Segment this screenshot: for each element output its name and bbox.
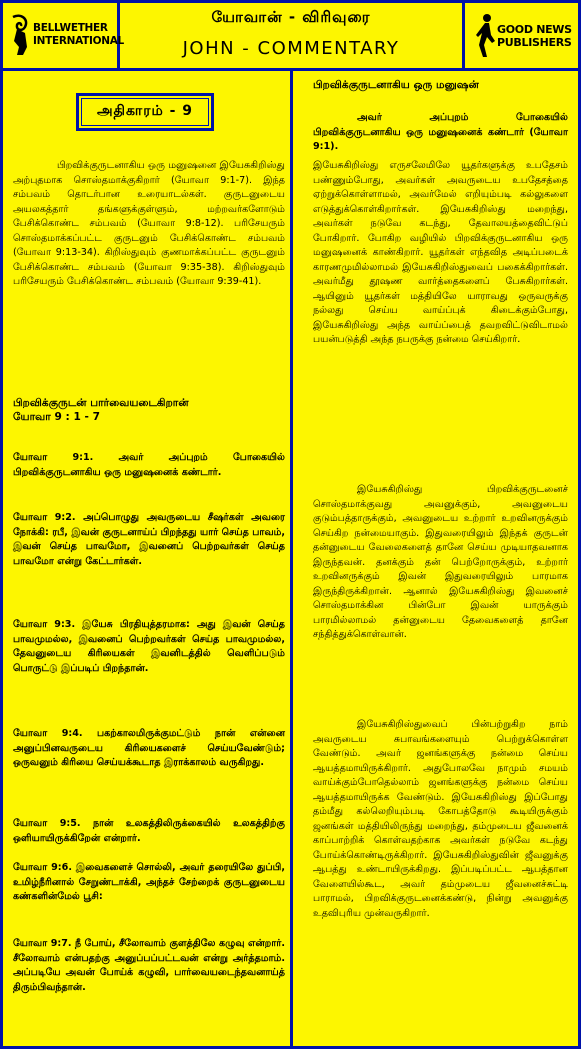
chapter-label: அதிகாரம் - 9: [76, 93, 214, 131]
verse-7: யோவா 9:7. நீ போய், சீலோவாம் குளத்திலே கழுவு என்றார். சீலோவாம் என்பதற்கு அனுப்பப்பட்டவன் என்று அர்த்தமாம். அப்படியே அவன் போய்க் கழுவி, பார்வையடைந்தவனாய்த் திரும்பிவந்தான்.: [13, 938, 285, 993]
bellwether-logo: [9, 13, 124, 57]
key-verse-quote: அவர் அப்புறம் போகையில் பிறவிக்குருடனாகிய ஒரு மனுஷனைக் கண்டார் (யோவா 9:1).: [313, 112, 568, 152]
page-header: [3, 3, 578, 71]
commentary-paragraph-3: இயேசுகிறிஸ்துவைப் பின்பற்றுகிற நாம் அவருடைய சுபாவங்களையும் பெற்றுக்கொள்ள வேண்டும். அவர் ஜனங்களுக்கு நன்மை செய்ய ஆயத்தமாயிருக்கிறார். அதுபோலவே நாமும் சமயம் வாய்க்கும்போதெல்லாம் ஜனங்களுக்கு நன்மை செய்ய ஆயத்தமாயிருக்க வேண்டும். இயேசுகிறிஸ்து இப்போது தம்மீது கல்லெறியும்படி கோபத்தோடு கூடியிருக்கும் ஜனங்கள் மத்தியிலிருந்து மறைந்து, தம்முடைய ஜீவனைக் காப்பாற்றிக் கொள்வதற்காக அவர்கள் நடுவே கடந்து போய்க்கொண்டிருக்கிறார். இயேசுகிறிஸ்துவின் ஜீவனுக்கு ஆபத்து உண்டாயிருக்கிறது. இப்படிப்பட்ட ஆபத்தான வேளையில்கூட, அவர் தம்முடைய ஜீவனைச்சுட்டி பாராமல், பிறவிக்குருடனைக்கண்டு, நின்று அவனுக்கு உதவிபுரிய முன்வருகிறார்.: [313, 719, 568, 919]
section-heading: [13, 396, 285, 424]
verse-5: யோவா 9:5. நான் உலகத்திலிருக்கையில் உலகத்திற்கு ஒளியாயிருக்கிறேன் என்றார்.: [13, 818, 285, 844]
commentary-paragraph-1: இயேசுகிறிஸ்து எருசலேமிலே யூதர்களுக்கு உபதேசம் பண்ணும்போது, அவர்கள் அவருடைய உபதேசத்தை ஏற்றுக்கொள்ளாமல், அவர்மேல் எறியும்படி கல்லுகளை எடுத்துக்கொள்கிறார்கள். இயேசுகிறிஸ்து மறைந்து, அவர்கள் நடுவே கடந்து, தேவாலயத்தைவிட்டுப் போகிறார். போகிற வழியில் பிறவிக்குருடனாகிய ஒரு மனுஷனைக் காண்கிறார். யூதர்கள் எந்தவித அடிப்படைக் காரணமுமில்லாமல் இயேசுகிறிஸ்துவைப் பகைக்கிறார்கள். அவர்மீது தூஷண வார்த்தைகளைப் பேசுகிறார்கள். ஆயினும் யூதர்கள் மத்தியிலே யாராவது ஒருவருக்கு நல்லது செய்ய வாய்ப்புக் கிடைக்கும்போது, இயேசுகிறிஸ்து அந்த வாய்ப்பைத் தவறவிட்டுவிடாமல் பயன்படுத்தி அந்த நபருக்கு நன்மை செய்கிறார்.: [313, 160, 568, 345]
logo-left-line1: BELLWETHER: [33, 22, 108, 34]
runner-logo-icon: [475, 13, 495, 59]
title-block: [120, 3, 465, 68]
publisher-logo-right: [465, 3, 578, 68]
verse-3: யோவா 9:3. இயேசு பிரதியுத்தரமாக: அது இவன் செய்த பாவமுமல்ல, இவனைப் பெற்றவர்கள் செய்த பாவமுமல்ல, தேவனுடைய கிரியைகள் இவனிடத்தில் வெளிப்படும் பொருட்டு இப்படிப் பிறந்தான்.: [13, 619, 285, 674]
ram-logo-icon: [9, 13, 31, 57]
intro-paragraph: பிறவிக்குருடனாகிய ஒரு மனுஷனை இயேசுகிறிஸ்து அற்புதமாக சொஸ்தமாக்குகிறார் (யோவா 9:1-7). இந்த சம்பவம் தொடர்பான உரையாடல்கள். குருடனுடைய அயலகத்தார் தங்களுக்குள்ளும், மற்றவர்களோடும் பேசிக்கொண்ட சம்பவம் (யோவா 9:8-12). பரிசேயரும் சொஸ்தமாக்கப்பட்ட குருடனும் பேசிக்கொண்ட சம்பவம் (யோவா 9:13-34). கிறிஸ்துவும் குணமாக்கப்பட்ட குருடனும் பேசிக்கொண்ட சம்பவம் (யோவா 9:35-38). கிறிஸ்துவும் பரிசேயரும் பேசிக்கொண்ட சம்பவம் (யோவா 9:39-41).: [13, 160, 285, 287]
logo-right-line1: GOOD NEWS: [497, 23, 572, 36]
logo-right-line2: PUBLISHERS: [497, 36, 572, 49]
right-subheading: பிறவிக்குருடனாகிய ஒரு மனுஷன்: [313, 79, 479, 91]
right-column: [293, 71, 578, 1046]
commentary-paragraph-2: இயேசுகிறிஸ்து பிறவிக்குருடனைச் சொஸ்தமாக்குவது அவனுக்கும், அவனுடைய குடும்பத்தாருக்கும், அவனுடைய உற்றார் உறவினருக்கும் செய்கிற நன்மையாகும். இதுவரையிலும் இந்தக் குருடன் தன்னுடைய வேலைகளைத் தானே செய்ய முடியாதவனாக இருந்தவன். தனக்கும் தன் பெற்றோருக்கும், உற்றார் உறவினருக்கும் இவன் இதுவரையிலும் பாரமாக இருந்திருக்கிறான். ஆனால் இயேசுகிறிஸ்து இவனைச் சொஸ்தமாக்கின பின்போ இவன் யாருக்கும் பாரமில்லாமல் தன்னுடைய தேவைகளைத் தானே சந்தித்துக்கொள்வான்.: [313, 484, 568, 640]
logo-left-line2: INTERNATIONAL: [33, 35, 124, 47]
title-english: JOHN - COMMENTARY: [182, 38, 400, 59]
title-tamil: யோவான் - விரிவுரை: [211, 8, 371, 26]
verse-2: யோவா 9:2. அப்பொழுது அவருடைய சீஷர்கள் அவரை நோக்கி: ரபீ, இவன் குருடனாய்ப் பிறந்தது யார் செய்த பாவம், இவன் செய்த பாவமோ, இவனைப் பெற்றவர்கள் செய்த பாவமோ என்று கேட்டார்கள்.: [13, 512, 285, 567]
section-heading-reference: யோவா 9 : 1 - 7: [13, 411, 101, 423]
left-column: [3, 71, 293, 1046]
verse-4: யோவா 9:4. பகற்காலமிருக்குமட்டும் நான் என்னை அனுப்பினவருடைய கிரியைகளைச் செய்யவேண்டும்; ஒருவனும் கிரியை செய்யக்கூடாத இராக்காலம் வருகிறது.: [13, 728, 285, 768]
verse-1: யோவா 9:1. அவர் அப்புறம் போகையில் பிறவிக்குருடனாகிய ஒரு மனுஷனைக் கண்டார்.: [13, 452, 285, 478]
good-news-logo: [475, 13, 572, 59]
verse-6: யோவா 9:6. இவைகளைச் சொல்லி, அவர் தரையிலே துப்பி, உமிழ்நீரினால் சேறுண்டாக்கி, அந்தச் சேற்றைக் குருடனுடைய கண்களின்மேல் பூசி:: [13, 862, 285, 902]
section-heading-title: பிறவிக்குருடன் பார்வையடைகிறான்: [13, 397, 189, 409]
publisher-logo-left: [3, 3, 124, 68]
